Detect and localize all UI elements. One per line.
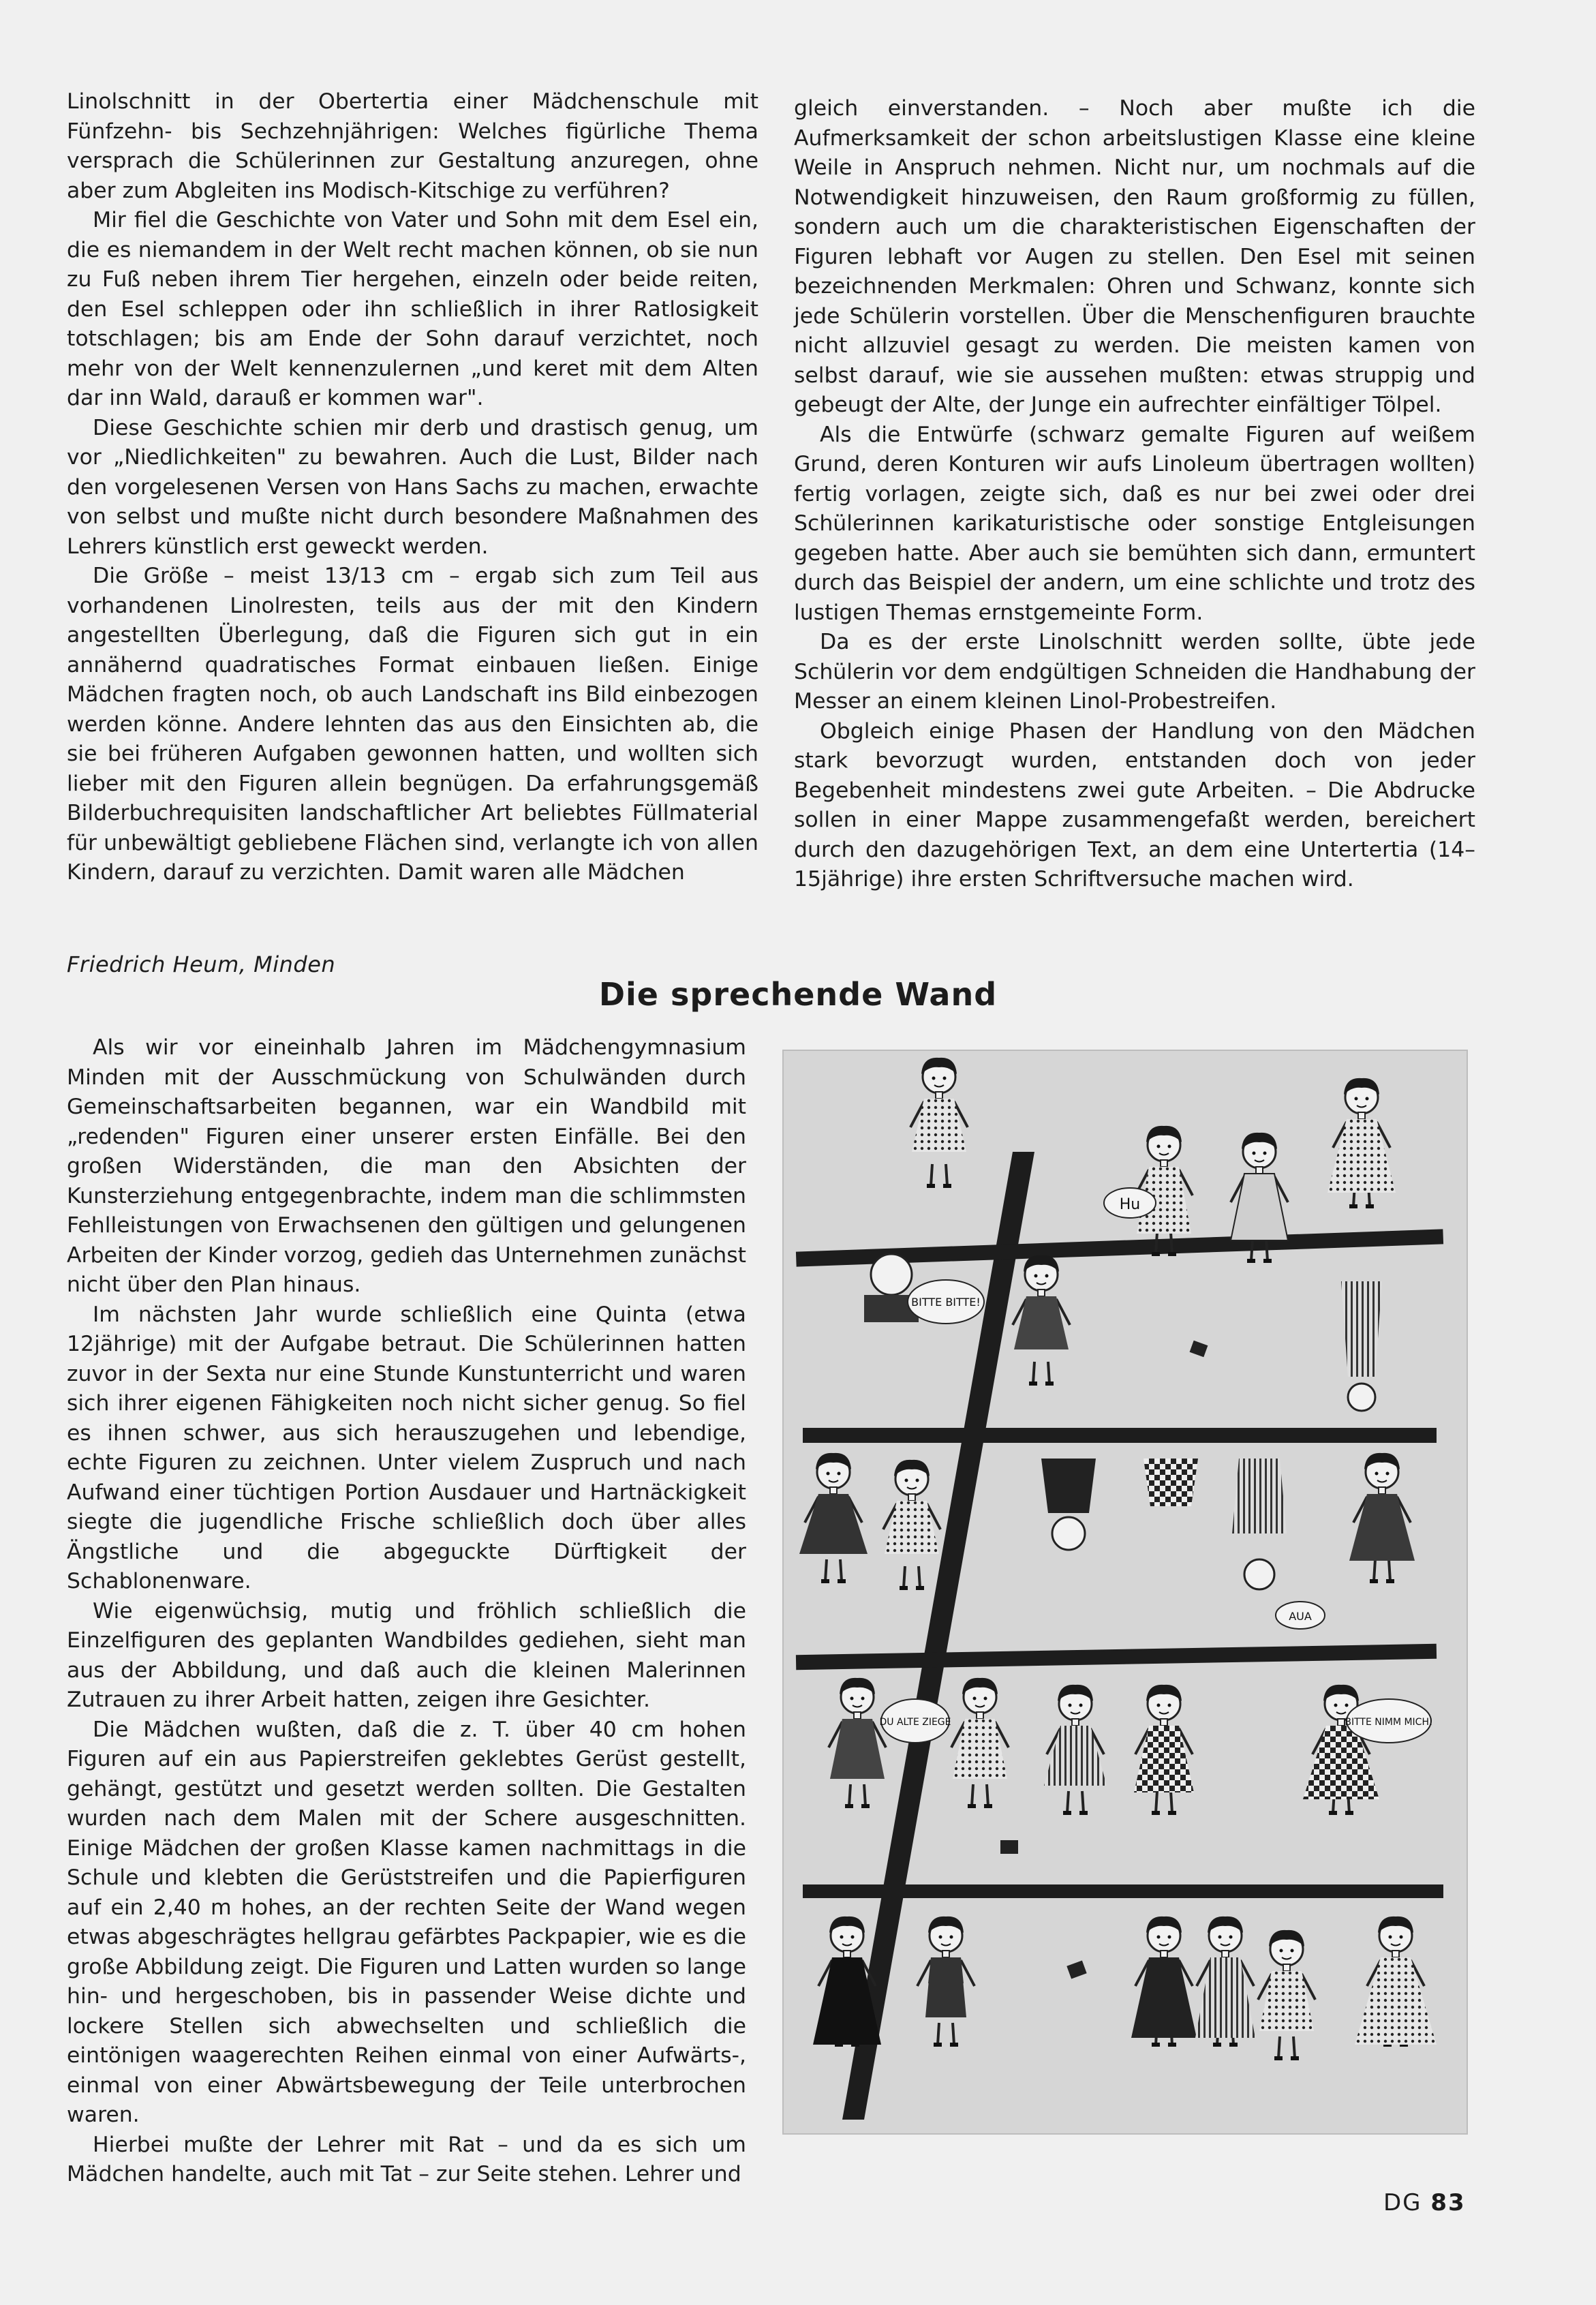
speech-bubble-text: BITTE BITTE! (911, 1296, 981, 1309)
paragraph: Mir fiel die Geschichte von Vater und Sohn mit dem Esel ein, die es niemandem in der Welt recht machen können, ob sie nun zu Fuß neben ihrem Tier hergehen, einzeln oder beide reiten, den Esel schleppen oder ihn schließlich in ihrer Ratlosigkeit totschlagen; bis am Ende der Sohn darauf verzichtet, noch mehr von der Welt kennenzulernen „und keret mit dem Alten dar inn Wald, darauß er kommen war". (67, 208, 758, 410)
paragraph: Die Größe – meist 13/13 cm – ergab sich zum Teil aus vorhandenen Linolresten, teils aus der mit den Kindern angestellten Überlegung, daß die Figuren sich gut in ein annähernd quadratisches Format einbauen ließen. Einige Mädchen fragten noch, ob auch Landschaft ins Bild einbezogen werden könne. Andere lehnten das aus den Einsichten ab, die sie bei früheren Aufgaben gewonnen hatten, und wollten sich lieber mit den Figuren allein begnügen. Da erfahrungsgemäß Bilderbuchrequisiten landschaftlicher Art beliebtes Füllmaterial für unbewältigt gebliebene Flächen sind, verlangte ich von allen Kindern, darauf zu verzichten. Damit waren alle Mädchen (67, 564, 758, 885)
paragraph: Die Mädchen wußten, daß die z. T. über 40 cm hohen Figuren auf ein aus Papierstreifen geklebtes Gerüst gestellt, gehängt, gestützt und gesetzt werden sollten. Die Gestalten wurden nach dem Malen mit der Schere ausgeschnitten. Einige Mädchen der großen Klasse kamen nachmittags in die Schule und klebten die Gerüststreifen und die Papierfiguren auf ein 2,40 m hohes, an der rechten Seite der Wand wegen etwas abgeschrägtes hellgrau gefärbtes Packpapier, wie es die große Abbildung zeigt. Die Figuren und Latten wurden so lange hin- und hergeschoben, bis in passender Weise dichte und lockere Stellen sich abwechselten und schließlich die eintönigen waagerechten Reihen einmal von einer Aufwärts-, einmal von einer Abwärtsbewegung der Teile unterbrochen waren. (67, 1717, 746, 2127)
speech-bubble (879, 1699, 951, 1743)
speech-bubble-text: AUA (1289, 1610, 1312, 1623)
speech-bubble-text: DU ALTE ZIEGE (879, 1717, 951, 1728)
paragraph: Im nächsten Jahr wurde schließlich eine Quinta (etwa 12jährige) mit der Aufgabe betraut. Die Schülerinnen hatten zuvor in der Sexta nur eine Stunde Kunstunterricht und waren sich ihrer eigenen Fähigkeiten noch nicht sicher genug. So fiel es ihnen schwer, aus sich herauszugehen und lebendige, echte Figuren zu zeichnen. Unter vielem Zuspruch und nach Aufwand einer tüchtigen Portion Ausdauer und Hartnäckigkeit siegte die jugendliche Frische schließlich doch über alles Ängstliche und die abgeguckte Dürftigkeit der Schablonenware. (67, 1302, 746, 1593)
article-author: Friedrich Heum, Minden (67, 951, 336, 977)
speech-bubble (1104, 1188, 1156, 1218)
paragraph: Diese Geschichte schien mir derb und drastisch genug, um vor „Niedlichkeiten" zu bewahren. Auch die Lust, Bilder nach den vorgelesenen Versen von Hans Sachs zu machen, erwachte von selbst und mußte nicht durch besondere Maßnahmen des Lehrers künstlich erst geweckt werden. (67, 415, 758, 559)
paragraph: Obgleich einige Phasen der Handlung von den Mädchen stark bevorzugt wurden, entstanden doch von jeder Begebenheit mindestens zwei gute Arbeiten. – Die Abdrucke sollen in einer Mappe zusammengefaßt werden, bereichert durch den dazugehörigen Text, an dem eine Untertertia (14–15jährige) ihre ersten Schriftversuche machen wird. (794, 718, 1475, 891)
paragraph: Da es der erste Linolschnitt werden sollte, übte jede Schülerin vor dem endgültigen Schneiden die Handhabung der Messer an einem kleinen Linol-Probestreifen. (794, 630, 1475, 714)
wall-picture-photo (782, 1050, 1468, 2135)
bottom-left-column (67, 1033, 746, 2190)
article-title: Die sprechende Wand (598, 976, 998, 1013)
speech-bubble (1345, 1699, 1432, 1743)
paragraph: Linolschnitt in der Obertertia einer Mädchenschule mit Fünfzehn- bis Sechzehnjährigen: Welches figürliche Thema versprach die Schülerinnen zur Gestaltung anzuregen, ohne aber zum Abgleiten ins Modisch-Kitschige zu verführen? (67, 89, 758, 203)
paragraph: gleich einverstanden. – Noch aber mußte ich die Aufmerksamkeit der schon arbeitslustigen Klasse eine kleine Weile in Anspruch nehmen. Nicht nur, um nochmals auf die Notwendigkeit hinzuweisen, den Raum großformig zu füllen, sondern auch um die charakteristischen Eigenschaften der Figuren lebhaft vor Augen zu stellen. Den Esel mit seinen bezeichnenden Merkmalen: Ohren und Schwanz, konnte sich jede Schülerin vorstellen. Über die Menschenfiguren brauchte nicht allzuviel gesagt zu werden. Die meisten kamen von selbst darauf, wie sie aussehen mußten: etwas struppig und gebeugt der Alte, der Junge ein aufrechter einfältiger Tölpel. (794, 96, 1475, 417)
page-number: 83 (1430, 2189, 1466, 2216)
speech-bubble (1276, 1602, 1325, 1629)
paragraph: Hierbei mußte der Lehrer mit Rat – und da es sich um Mädchen handelte, auch mit Tat – zur Seite stehen. Lehrer und (67, 2132, 746, 2186)
paragraph: Wie eigenwüchsig, mutig und fröhlich schließlich die Einzelfiguren des geplanten Wandbildes gediehen, sieht man aus der Abbildung, und daß auch die kleinen Malerinnen Zutrauen zu ihrer Arbeit hatten, zeigen ihre Gesichter. (67, 1598, 746, 1712)
page-footer (1383, 2189, 1466, 2216)
speech-bubble-text: Hu (1119, 1196, 1141, 1213)
top-left-column (67, 87, 758, 888)
paragraph: Als die Entwürfe (schwarz gemalte Figuren auf weißem Grund, deren Konturen wir aufs Linoleum übertragen wollten) fertig vorlagen, zeigte sich, daß es nur bei zwei oder drei Schülerinnen karikaturistische oder sonstige Entgleisungen gegeben hatte. Aber auch sie bemühten sich dann, ermuntert durch das Beispiel der andern, um eine schlichte und trotz des lustigen Themas ernstgemeinte Form. (794, 422, 1475, 625)
top-right-column (794, 94, 1475, 895)
speech-bubble-text: BITTE NIMM MICH! (1345, 1717, 1433, 1728)
speech-bubble (908, 1280, 984, 1324)
journal-abbreviation: DG (1383, 2189, 1422, 2216)
paragraph: Als wir vor eineinhalb Jahren im Mädchengymnasium Minden mit der Ausschmückung von Schulwänden durch Gemeinschaftsarbeiten begannen, war ein Wandbild mit „redenden" Figuren einer unserer ersten Einfälle. Bei den großen Widerständen, die man den Absichten der Kunsterziehung entgegenbrachte, indem man die schlimmsten Fehlleistungen von Erwachsenen den gültigen und gelungenen Arbeiten der Kinder vorzog, gedieh das Unternehmen zunächst nicht über den Plan hinaus. (67, 1035, 746, 1297)
